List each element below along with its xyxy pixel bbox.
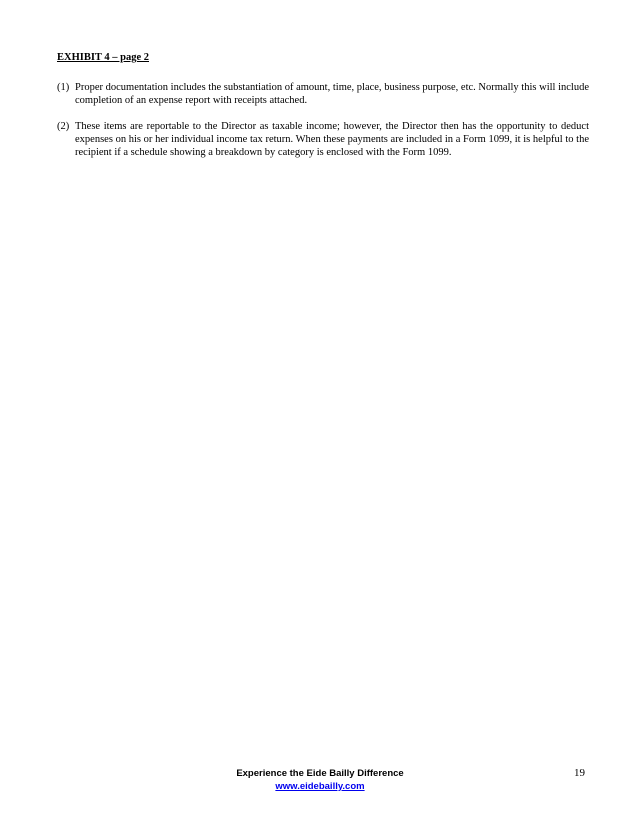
footnote-text: Proper documentation includes the substantiation of amount, time, place, business purpose, etc. Normally this will include completion of an expense report with receipts attached. (75, 82, 589, 107)
footnote-number: (1) (57, 82, 70, 93)
exhibit-heading: EXHIBIT 4 – page 2 (57, 52, 149, 63)
footnote-2 (57, 120, 589, 160)
footnote-1 (57, 81, 589, 107)
footer-tagline: Experience the Eide Bailly Difference (236, 768, 404, 779)
footer-website-link[interactable]: www.eidebailly.com (275, 781, 365, 792)
footnote-number: (2) (57, 121, 70, 132)
footnote-text: These items are reportable to the Director as taxable income; however, the Director then has the opportunity to deduct expenses on his or her individual income tax return. When these payments are included in a Form 1099, it is helpful to the recipient if a schedule showing a breakdown by category is enclosed with the Form 1099. (75, 121, 589, 159)
page-number: 19 (574, 767, 585, 779)
